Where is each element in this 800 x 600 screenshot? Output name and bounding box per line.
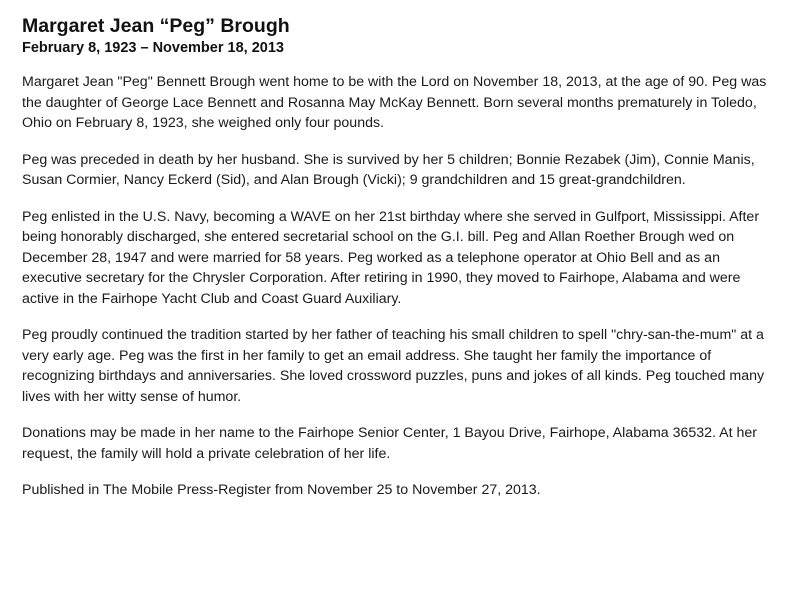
paragraph-traditions: Peg proudly continued the tradition started by her father of teaching his small children to spell "chry-san-the-mum" at a very early age. Peg was the first in her family to get an email address. She taught her family the importance of recognizing birthdays and anniversaries. She loved crossword puzzles, puns and jokes of all kinds. Peg touched many lives with her witty sense of humor.: [22, 327, 765, 405]
obituary-title: Margaret Jean “Peg” Brough: [22, 15, 290, 37]
paragraph-publication: Published in The Mobile Press-Register from November 25 to November 27, 2013.: [22, 482, 541, 498]
obituary-dates: February 8, 1923 – November 18, 2013: [22, 40, 284, 56]
paragraph-career: Peg enlisted in the U.S. Navy, becoming a WAVE on her 21st birthday where she served in Gulfport, Mississippi. After being honorably discharged, she entered secretarial school on the G.I. bill. Peg and Allan Roether Brough wed on December 28, 1947 and were married for 58 years. Peg worked as a telephone operator at Ohio Bell and as an executive secretary for the Chrysler Corporation. After retiring in 1990, they moved to Fairhope, Alabama and were active in the Fairhope Yacht Club and Coast Guard Auxiliary.: [22, 208, 760, 307]
paragraph-donations: Donations may be made in her name to the Fairhope Senior Center, 1 Bayou Drive, Fairhope, Alabama 36532. At her request, the family will hold a private celebration of her life.: [22, 425, 758, 462]
paragraph-survivors: Peg was preceded in death by her husband. She is survived by her 5 children; Bonnie Rezabek (Jim), Connie Manis, Susan Cormier, Nancy Eckerd (Sid), and Alan Brough (Vicki); 9 grandchildren and 15 great-grandchildren.: [22, 151, 755, 188]
paragraph-intro: Margaret Jean "Peg" Bennett Brough went home to be with the Lord on November 18, 2013, at the age of 90. Peg was the daughter of George Lace Bennett and Rosanna May McKay Bennett. Born several months prematurely in Toledo, Ohio on February 8, 1923, she weighed only four pounds.: [22, 74, 767, 131]
